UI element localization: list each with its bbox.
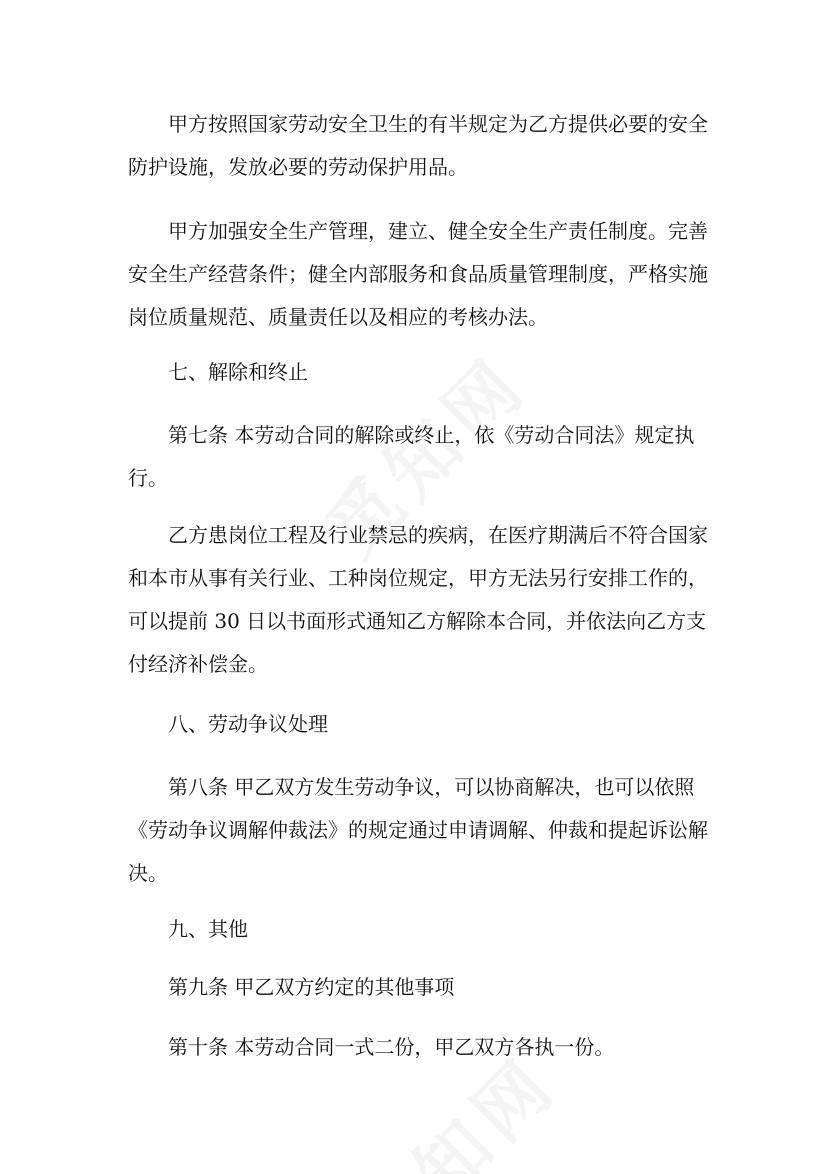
paragraph-safety-facilities: 甲方按照国家劳动安全卫生的有半规定为乙方提供必要的安全防护设施，发放必要的劳动保护用品。 [128,112,708,179]
paragraph-safety-management: 甲方加强安全生产管理，建立、健全安全生产责任制度。完善安全生产经营条件；健全内部服务和食品质量管理制度，严格实施岗位质量规范、质量责任以及相应的考核办法。 [128,219,708,329]
paragraph-illness-termination: 乙方患岗位工程及行业禁忌的疾病，在医疗期满后不符合国家和本市从事有关行业、工种岗位规定，甲方无法另行安排工作的，可以提前 30 日以书面形式通知乙方解除本合同，并依法向乙方支付经济补偿金。 [128,523,708,676]
article-10: 第十条 本劳动合同一式二份，甲乙双方各执一份。 [168,1035,615,1059]
section-heading-dispute: 八、劳动争议处理 [168,712,328,736]
article-8: 第八条 甲乙双方发生劳动争议，可以协商解决，也可以依照《劳动争议调解仲裁法》的规定通过申请调解、仲裁和提起诉讼解决。 [128,775,708,885]
article-9: 第九条 甲乙双方约定的其他事项 [168,975,455,999]
article-7: 第七条 本劳动合同的解除或终止，依《劳动合同法》规定执行。 [128,423,695,490]
section-heading-other: 九、其他 [168,917,248,941]
section-heading-termination: 七、解除和终止 [168,360,308,384]
